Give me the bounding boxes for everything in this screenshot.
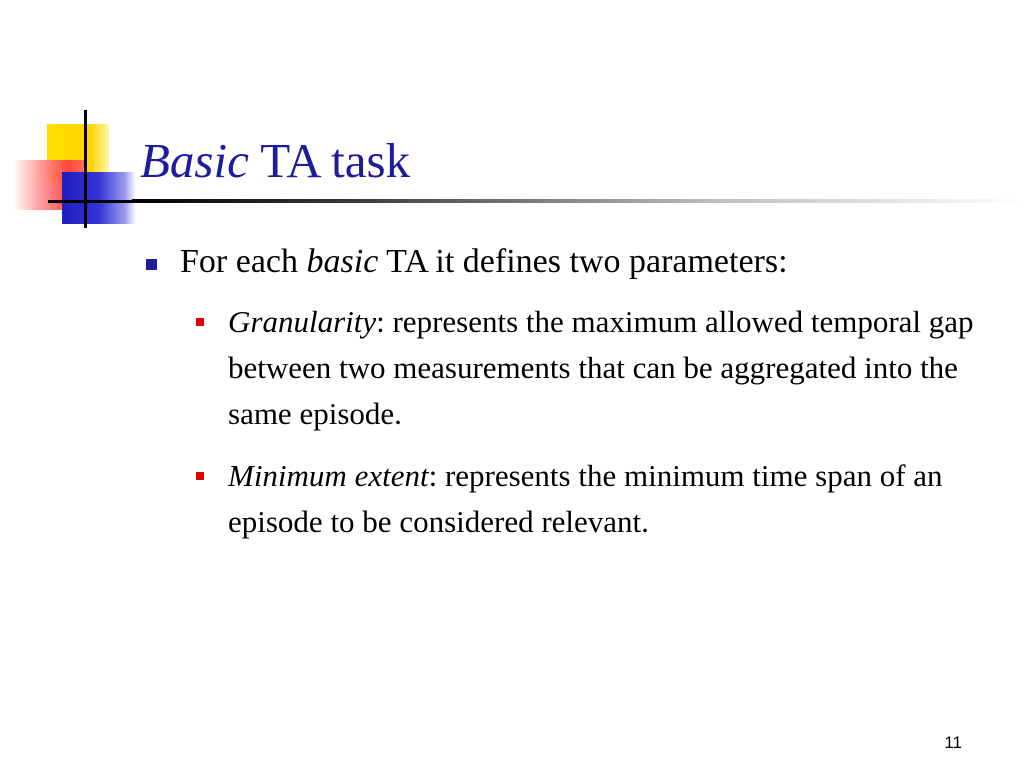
granularity-definition: : represents the maximum allowed temporal gap between two measurements that can be aggregated into the same episode. — [228, 304, 974, 431]
granularity-term: Granularity — [228, 304, 377, 339]
slide-logo — [0, 0, 160, 240]
minimum-extent-definition: : represents the minimum time span of an episode to be considered relevant. — [228, 458, 943, 539]
minimum-extent-term: Minimum extent — [228, 458, 429, 493]
title-italic-word: Basic — [140, 133, 249, 188]
title-rest: TA task — [248, 133, 411, 188]
square-bullet-icon — [196, 472, 204, 480]
bullet-minimum-extent — [196, 453, 986, 545]
square-bullet-icon — [146, 259, 157, 270]
bullet-level1-suffix: TA it defines two parameters: — [378, 243, 788, 280]
bullet-level1-italic: basic — [306, 243, 379, 280]
logo-blue-square — [62, 172, 136, 224]
bullet-level1 — [146, 238, 788, 286]
bullet-granularity — [196, 299, 986, 437]
page-number: 11 — [944, 733, 962, 752]
bullet-level1-prefix: For each — [180, 243, 307, 280]
bullet-minimum-extent-text — [228, 453, 986, 545]
slide-title — [140, 130, 410, 192]
bullet-granularity-text — [228, 299, 986, 437]
bullet-level1-text — [180, 243, 788, 280]
logo-vertical-line — [84, 110, 87, 228]
logo-horizontal-line — [48, 200, 144, 203]
title-underline — [132, 199, 1024, 203]
square-bullet-icon — [196, 318, 204, 326]
